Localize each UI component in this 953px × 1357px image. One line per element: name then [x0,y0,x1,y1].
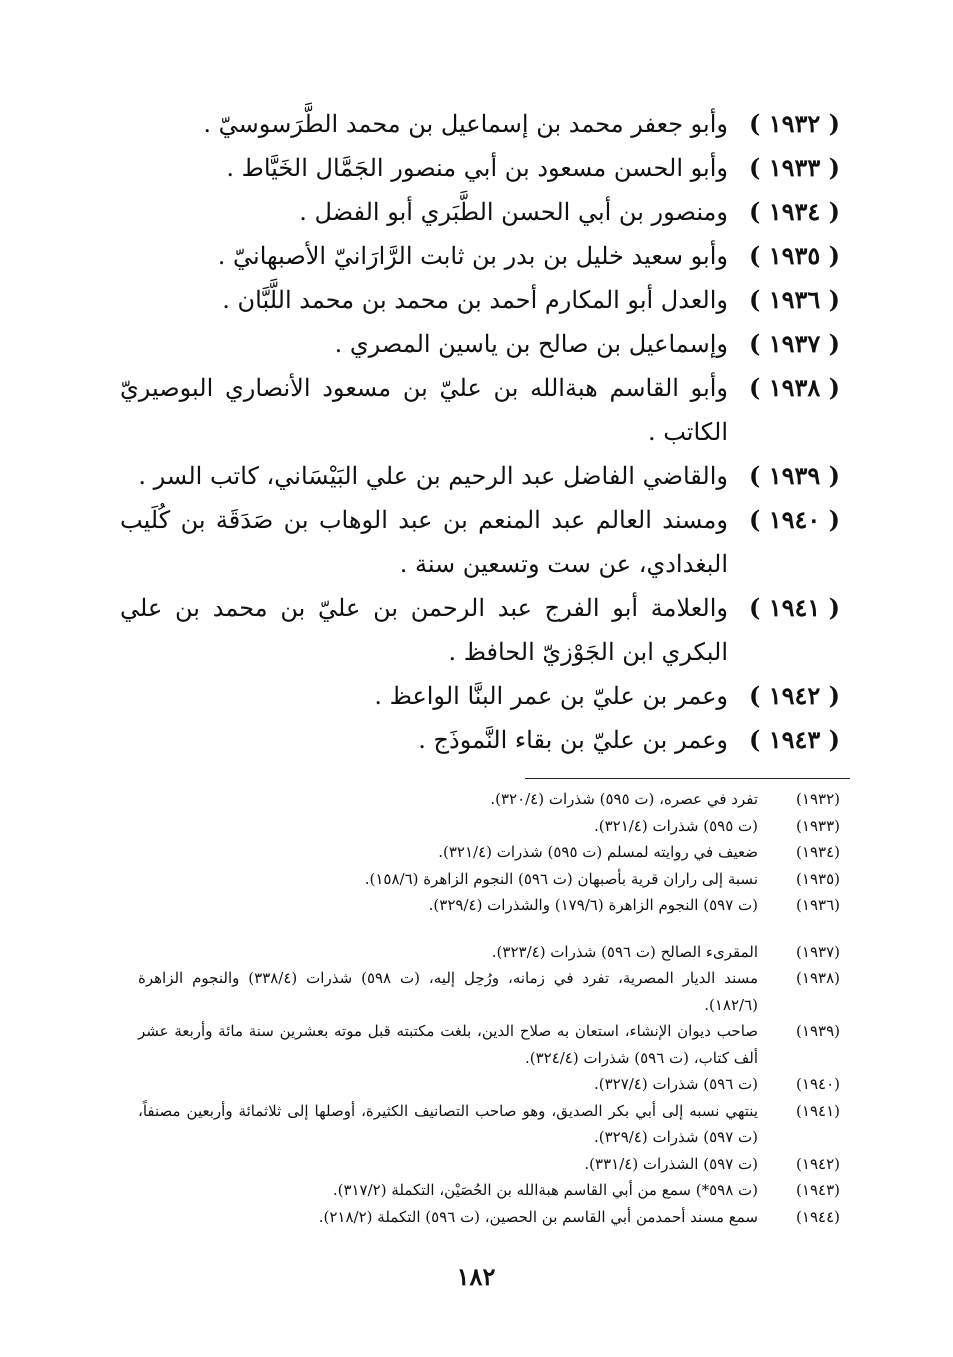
footnote-text: (ت ٥٩٨*) سمع من أبي القاسم هبةالله بن الحُصَيْن، التكملة (٣١٧/٢). [332,1181,758,1199]
entry-number: ( ١٩٣٣ ) [749,153,840,182]
entry [120,366,840,454]
footnote-number: (١٩٣٨) [796,969,840,987]
footnote-text: (ت ٥٩٦) شذرات (٣٢٧/٤). [593,1075,758,1093]
footnote-text: تفرد في عصره، (ت ٥٩٥) شذرات (٣٢٠/٤). [490,790,758,808]
footnote-number: (١٩٣٤) [796,843,840,861]
entry-number: ( ١٩٤١ ) [749,593,840,622]
footnote-text: (ت ٥٩٧) النجوم الزاهرة (١٧٩/٦) والشذرات (٣٢٩/٤). [428,896,758,914]
footnote-number: (١٩٣٥) [796,869,840,888]
footnote-number: (١٩٤٢) [796,1154,840,1173]
entry [120,454,840,498]
footnote-number: (١٩٤١) [796,1101,840,1120]
footnote [138,939,840,966]
footnote-number: (١٩٤٠) [796,1075,840,1093]
footnote [138,1018,840,1071]
entry-number: ( ١٩٤٣ ) [749,725,840,754]
entry-number: ( ١٩٣٥ ) [749,241,840,270]
footnote-number: (١٩٣٦) [796,896,840,914]
entry-text: وعمر بن عليّ بن عمر البنَّا الواعظ . [374,682,728,710]
footnote [138,1177,840,1204]
entry-text: وأبو سعيد خليل بن بدر بن ثابت الرَّارَانيّ الأصبهانيّ . [217,242,728,270]
entry [120,146,840,190]
footnote-text: ضعيف في روايته لمسلم (ت ٥٩٥) شذرات (٣٢١/٤). [438,843,758,861]
entry [120,102,840,146]
footnote [138,813,840,840]
entry [120,718,840,762]
footnote-text: مسند الديار المصرية، تفرد في زمانه، ورُحِل إليه، (ت ٥٩٨) شذرات (٣٣٨/٤) والنجوم الزاهرة (١٨٢/٦). [138,969,759,1014]
entry [120,322,840,366]
footnote-number: (١٩٤٤) [796,1207,840,1226]
entry-number: ( ١٩٤٠ ) [749,505,840,534]
footnote-number: (١٩٣٣) [796,816,840,835]
entry-number: ( ١٩٣٦ ) [749,285,840,314]
entry [120,278,840,322]
entry-text: وأبو الحسن مسعود بن أبي منصور الجَمَّال الخَيَّاط . [226,154,728,182]
entry-text: والعلامة أبو الفرج عبد الرحمن بن عليّ بن محمد بن علي البكري ابن الجَوْزيّ الحافظ . [120,594,728,666]
footnote-text: ينتهي نسبه إلى أبي بكر الصديق، وهو صاحب التصانيف الكثيرة، أوصلها إلى ثلاثمائة وأربعين مصنفاً، (ت ٥٩٧) شذرات (٣٢٩/٤). [138,1101,758,1146]
entry [120,586,840,674]
entry-number: ( ١٩٣٢ ) [749,109,840,138]
footnote-number: (١٩٣٢) [796,790,840,808]
entry-number: ( ١٩٣٤ ) [749,197,840,226]
page-number: ١٨٢ [456,1262,496,1291]
entry [120,674,840,718]
footnote [138,786,840,813]
entry-text: وأبو جعفر محمد بن إسماعيل بن محمد الطَّرَسوسيّ . [203,110,728,138]
footnote-text: المقرىء الصالح (ت ٥٩٦) شذرات (٣٢٣/٤). [491,942,758,961]
entry-number: ( ١٩٤٢ ) [749,681,840,710]
entry-text: ومنصور بن أبي الحسن الطَّبَري أبو الفضل . [299,198,728,226]
entry-text: وعمر بن عليّ بن بقاء النَّموذَج . [418,726,728,754]
footnote [138,965,840,1018]
footnote [138,839,840,866]
entry-number: ( ١٩٣٩ ) [749,461,840,490]
entry-number: ( ١٩٣٨ ) [749,373,840,402]
footnote [138,1204,840,1231]
footnote-text: صاحب ديوان الإنشاء، استعان به صلاح الدين، بلغت مكتبته قبل موته بعشرين سنة مائة وأربعة عشر ألف كتاب، (ت ٥٩٦) شذرات (٣٢٤/٤). [138,1022,758,1067]
footnote [138,1151,840,1178]
entry [120,234,840,278]
footnote-group-gap [138,919,840,939]
footnote [138,1098,840,1151]
footnote-text: نسبة إلى راران قرية بأصبهان (ت ٥٩٦) النجوم الزاهرة (١٥٨/٦). [364,869,758,888]
footnote-number: (١٩٣٧) [796,942,840,961]
entry-text: وأبو القاسم هبةالله بن عليّ بن مسعود الأنصاري البوصيريّ الكاتب . [120,374,728,446]
footnote [138,892,840,919]
footnote-number: (١٩٤٣) [796,1181,840,1199]
footnote-number: (١٩٣٩) [796,1022,840,1040]
entry-text: ومسند العالم عبد المنعم بن عبد الوهاب بن صَدَقَة بن كُلَيب البغدادي، عن ست وتسعين سنة . [120,506,728,578]
footnote-text: سمع مسند أحمدمن أبي القاسم بن الحصين، (ت ٥٩٦) التكملة (٢١٨/٢). [318,1207,758,1226]
entry-text: والعدل أبو المكارم أحمد بن محمد بن محمد اللَّبَّان . [222,286,728,314]
footnote [138,1071,840,1098]
entry-text: والقاضي الفاضل عبد الرحيم بن علي البَيْسَاني، كاتب السر . [138,462,728,490]
entry-text: وإسماعيل بن صالح بن ياسين المصري . [334,330,728,358]
main-entries [120,102,840,762]
footnotes [138,786,840,1230]
footnote [138,866,840,893]
footnote-text: (ت ٥٩٧) الشذرات (٣٣١/٤). [584,1154,758,1173]
entry [120,190,840,234]
footnote-divider [525,778,850,779]
footnote-text: (ت ٥٩٥) شذرات (٣٢١/٤). [593,816,758,835]
entry [120,498,840,586]
entry-number: ( ١٩٣٧ ) [749,329,840,358]
